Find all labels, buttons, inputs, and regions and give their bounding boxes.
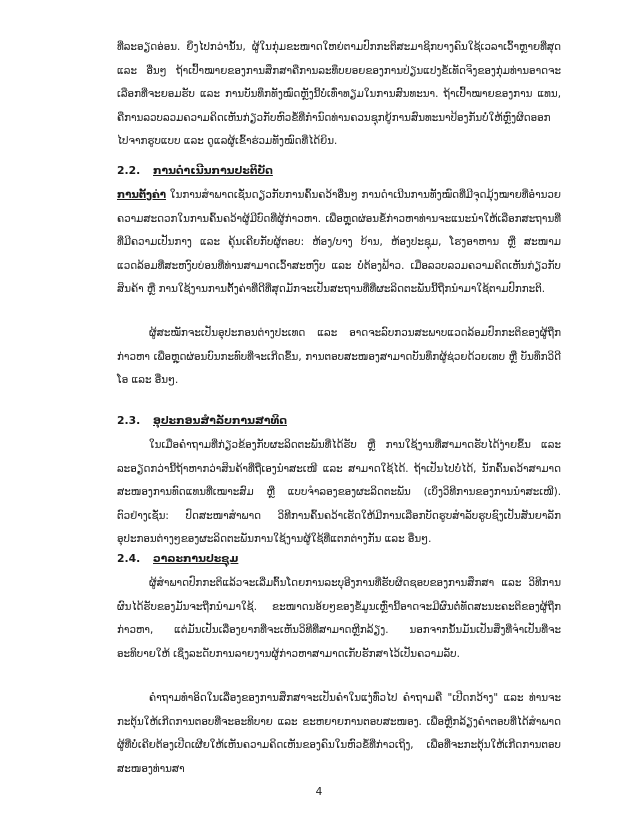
section-title: ການດຳເນີນການປະຕິບັດ <box>153 164 273 177</box>
section-heading-2-2 <box>117 161 273 181</box>
paragraph-questions: ຄຳຖາມທຳອິດໃນເລື່ອງຂອງການສຶກສາຈະເປັນຄຳໃນແງ່ທົ່ວໄປ ຄຳຖາມຄື "ເປີດກວ້າງ" ແລະ ທ່ານຈະກະຕຸ້ນໃຫ້ເກີດການຕອບທີ່ຈະອະທິບາຍ ແລະ ຂະຫຍາຍການຕອບສະໜອງ. ເພື່ອຫຼີກລ້ຽງຄຳຕອບທີ່ໄດ້ສຳພາດຜູ້ທີ່ບໍ່ເຄີຍຕ້ອງເປີດເຜີຍໃຫ້ເຫັນຄວາມຄິດເຫັນຂອງຄົນໃນຫົວຂໍ້ທີ່ກ່າວເຖິງ, ເພື່ອທີ່ຈະກະຕຸ້ນໃຫ້ເກີດການຕອບສະໜອງທ່ານສາ <box>117 692 561 775</box>
paragraph-intro: ທີ່ລະອຽດອ່ອນ. ຍິ່ງໄປກວ່ານັ້ນ, ຜູ້ໃນກຸ່ມຂະໜາດໃຫຍ່ຕາມປົກກະຕິສະມາຊິກບາງຄົນໃຊ້ເວລາເວົ້າຫຼາຍທີ່ສຸດ ແລະ ອື່ນໆ ຖ້າເປົ້າໝາຍຂອງການສຶກສາຄືການລະທຶບຍອຍຂອງການປ່ຽນແປງຂໍ້ເທັດຈິງຂອງກຸ່ມທ່ານອາດຈະເລືອກທີ່ຈະຍອມຮັບ ແລະ ການບັນທຶກທັງໝົດຫຼັງນີ້ບໍ່ເທົ່າທຽມໃນການສົນທະນາ. ຖ້າເປົ້າໝາຍຂອງການ ແທນ, ຄືການລວບລວມຄວາມຄິດເຫັນກ່ຽວກັບຫົວຂໍ້ທີ່ກຳນົດທ່ານຄວນຊຸກຍູ້ການສົນທະນາປ້ອງກັນບໍ່ໃຫ້ຫຼົງຜິດອອກໄປຈາກຮູບແບບ ແລະ ດູແລຜູ້ເຂົ້າຮ່ວມທັງໝົດທີ່ໄດ້ຍິນ. <box>117 41 561 147</box>
section-number: 2.2. <box>117 164 141 177</box>
page-number: 4 <box>315 786 323 798</box>
section-title: ວາລະການປະຊຸມ <box>153 552 239 565</box>
section-number: 2.4. <box>117 552 141 565</box>
section-heading-2-4 <box>117 549 238 569</box>
paragraph-setting-body: ໃນການສຳພາດເຊັ່ນດຽວກັບການຄົ້ນຄວ້າອື່ນໆ ການດຳເນີນການທັງໝົດທີ່ມີຈຸດມຸ້ງໝາຍທີ່ອຳນວຍຄວາມສະດວກໃນການຄົ້ນຄວ້າຜູ້ມີບົດທີ່ຜູ້ກ່າວຫາ. ເພື່ອຫຼຸດຜ່ອນຂໍ້ກ່າວຫາທ່ານຈະແນະນຳໃຫ້ເລືອກສະຖານທີ່ທີ່ມີຄວາມເປັນກາງ ແລະ ຄຸ້ນເຄີຍກັບຜູ້ຕອບ: ຫ້ອງ/ບາງ ບ້ານ, ຫ້ອງປະຊຸມ, ໂຮງອາຫານ ຫຼື ສະໜາມແວດລ້ອມທີ່ສະຫງົບບ່ອນທີ່ທ່ານສາມາດເວົ້າສະຫງົບ ແລະ ບໍ່ຕ້ອງຟ້າວ. ເມື່ອລວບລວມຄວາມຄິດເຫັນກ່ຽວກັບສິນຄ້າ ຫຼື ການໃຊ້ງານການຕັ້ງຄ່າທີ່ດີທີ່ສຸດມັກຈະເປັນສະຖານທີ່ທີ່ຜະລິດຕະພັນນີ້ຖືກນຳມາໃຊ້ຕາມປົກກະຕິ. <box>117 189 561 295</box>
paragraph-equipment: ໃນເມື່ອຄຳຖາມທີ່ກ່ຽວຂ້ອງກັບຜະລິດຕະພັນທີ່ໄດ້ຮັບ ຫຼື ການໃຊ້ງານທີ່ສາມາດຮັບໄດ້ງ່າຍຂຶ້ນ ແລະ ລະອຽດກວ່ານີ້ຖ້າຫາກວ່າສິນຄ້າທີ່ຖືເອງນຳສະເໜີ ແລະ ສາມາດໃຊ້ໄດ້. ຖ້າເປັນໄປບໍ່ໄດ້, ນັກຄົ້ນຄວ້າສາມາດສະໜອງການທົດແທນທີ່ເໝາະສົມ ຫຼື ແບບຈຳລອງຂອງຜະລິດຕະພັນ (ເບິ່ງວິທີການຂອງການນຳສະເໜີ). ຕົວຢ່າງເຊັ່ນ: ປົດສະໜາສຳພາດ ວິທີການຄົ້ນຄວ້າເຮັດໃຫ້ມີການເລືອກບັດຮູບສຳລັບຮູບຊົງເປັນສັນຍາລັກອຸປະກອນຕ່າງໆຂອງຜະລິດຕະພັນການໃຊ້ງານຜູ້ໃຊ້ທີ່ແຕກຕ່າງກັນ ແລະ ອື່ນໆ. <box>117 439 561 545</box>
paragraph-recording: ຜູ້ສະໝັກຈະເປັນອຸປະກອນຕ່າງປະເທດ ແລະ ອາດຈະລົບກວນສະພາບແວດລ້ອມປົກກະຕິຂອງຜູ້ຖືກກ່າວຫາ ເພື່ອຫຼຸດຜ່ອນບົນກະທົບທີ່ຈະເກີດຂຶ້ນ, ການຕອບສະໜອງສາມາດບັນທຶກຜູ້ຊ່ວຍດ້ວຍເທບ ຫຼື ບັນທຶກວິດີໂອ ແລະ ອື່ນໆ. <box>117 327 561 386</box>
paragraph-agenda: ຜູ້ສຳພາດປົກກະຕິແລ້ວຈະເລີ່ມຕົ້ນໂດຍການລະບຸອີງການທີ່ຮັບຜິດຊອບຂອງການສຶກສາ ແລະ ວິທີການຜົນໄດ້ຮັບຂອງມັນຈະຖືກນຳມາໃຊ້. ຂະໜາດນອ້ຍໆຂອງຂໍ້ມູນເຫຼົ່ານີ້ອາດຈະມີຜົນຕໍ່ທັດສະນະຄະຕິຂອງຜູ້ຖືກກ່າວຫາ, ແຕ່ມັນເປັນເລື່ອງຍາກທີ່ຈະເຫັນວິທີທີ່ສາມາດຫຼີກລ້ຽງ. ນອກຈາກນັ້ນມັນເປັນສິ່ງທີ່ຈຳເປັນທີ່ຈະອະທິບາຍໃຫ້ ເຊິ່ງລະດັບການລາຍງານຜູ້ກ່າວຫາສາມາດເກັບຮັກສາໄວ້ເປັນຄວາມລັບ. <box>117 577 561 660</box>
paragraph-setting <box>117 184 561 302</box>
paragraph-lead-term: ການຕັ້ງຄ່າ <box>117 189 167 201</box>
section-heading-2-3 <box>117 411 287 431</box>
section-number: 2.3. <box>117 414 141 427</box>
section-title: ອຸປະກອນສຳລັບການສາທິດ <box>153 414 287 427</box>
